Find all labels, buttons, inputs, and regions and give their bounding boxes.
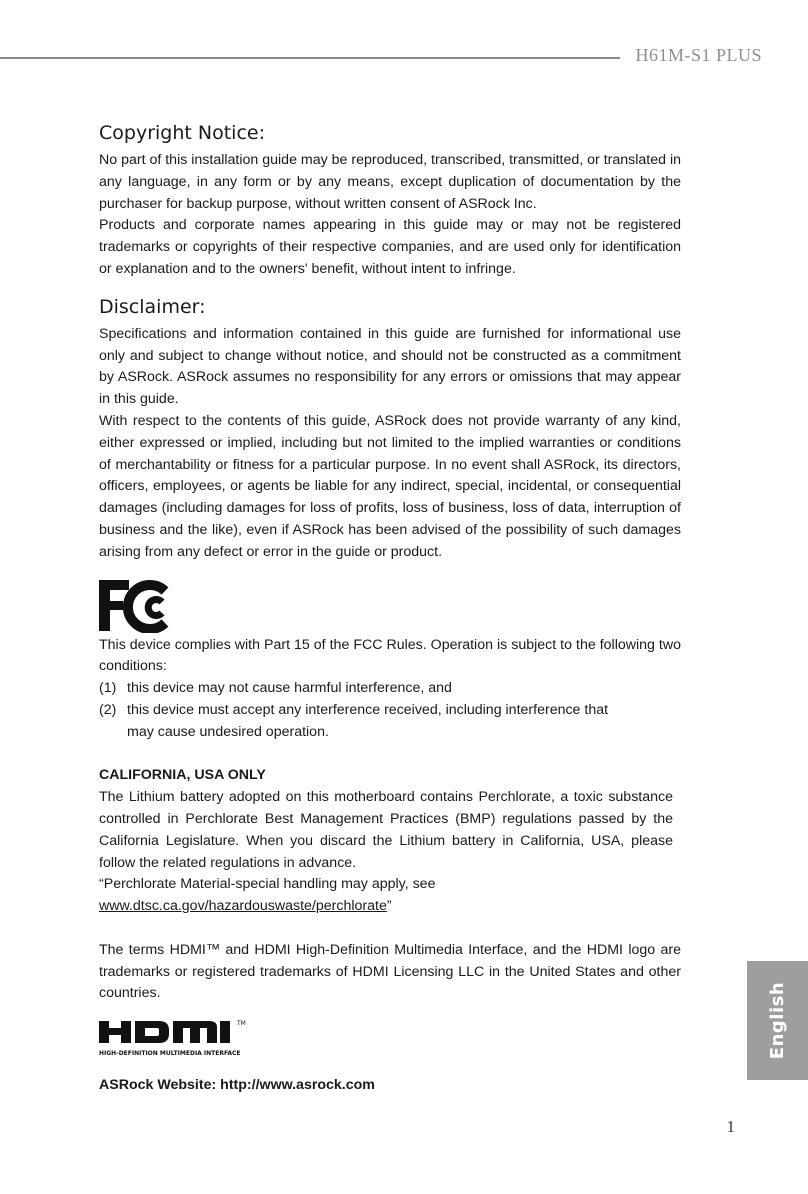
hdmi-trademark-text: The terms HDMI™ and HDMI High-Definition Multimedia Interface, and the HDMI logo are trademarks or registered trademarks of HDMI Licensing LLC in the United States and other countries. xyxy=(99,941,681,1002)
fcc-logo-graphic xyxy=(99,577,173,633)
language-label: English xyxy=(767,981,788,1060)
fcc-logo xyxy=(99,577,681,633)
condition-text: this device may not cause harmful interference, and xyxy=(127,680,452,697)
california-title: CALIFORNIA, USA ONLY xyxy=(99,767,266,784)
page-number: 1 xyxy=(726,1117,735,1136)
copyright-title: Copyright Notice: xyxy=(99,122,265,144)
fcc-statement: This device complies with Part 15 of the FCC Rules. Operation is subject to the following two conditions: xyxy=(99,636,681,675)
asrock-website: ASRock Website: http://www.asrock.com xyxy=(99,1077,375,1094)
hdmi-logo-graphic xyxy=(99,1015,259,1061)
california-text: The Lithium battery adopted on this motherboard contains Perchlorate, a toxic substance controlled in Perchlorate Best Management Practices (BMP) regulations passed by the California Legislature. When you discard the Lithium battery in California, USA, please follow the related regulations in advance. xyxy=(99,789,673,871)
fcc-condition-1 xyxy=(99,678,681,700)
condition-number: (2) xyxy=(99,701,117,718)
perchlorate-link-line xyxy=(99,896,681,918)
condition-number: (1) xyxy=(99,680,117,697)
copyright-paragraph-2: Products and corporate names appearing in this guide may or may not be registered trademarks or copyrights of their respective companies, and are used only for identification or explanation and to the owners' benefit, without intent to infringe. xyxy=(99,217,681,277)
fcc-condition-2 xyxy=(99,700,681,744)
hdmi-tagline: HIGH-DEFINITION MULTIMEDIA INTERFACE xyxy=(99,1050,241,1058)
hdmi-tm: TM xyxy=(237,1020,246,1028)
disclaimer-paragraph-2: With respect to the contents of this guide, ASRock does not provide warranty of any kind, either expressed or implied, including but not limited to the implied warranties or conditions of merchantability or fitness for a particular purpose. In no event shall ASRock, its directors, officers, employees, or agents be liable for any indirect, special, incidental, or consequential damages (including damages for loss of profits, loss of business, loss of data, interruption of business and the like), even if ASRock has been advised of the possibility of such damages arising from any defect or error in the guide or product. xyxy=(99,412,681,560)
language-side-tab xyxy=(747,961,808,1080)
header-model-name: H61M-S1 PLUS xyxy=(635,45,762,65)
perchlorate-quote: “Perchlorate Material-special handling may apply, see xyxy=(99,876,436,893)
page-content xyxy=(99,122,681,1093)
header-rule xyxy=(0,57,620,59)
hdmi-logo xyxy=(99,1015,681,1061)
quote-end: ” xyxy=(386,898,392,915)
condition-text: this device must accept any interference received, including interference that may cause undesired operation. xyxy=(127,701,609,740)
perchlorate-link[interactable]: www.dtsc.ca.gov/hazardouswaste/perchlorate xyxy=(99,898,387,915)
disclaimer-title: Disclaimer: xyxy=(99,295,206,318)
copyright-paragraph-1: No part of this installation guide may be reproduced, transcribed, transmitted, or translated in any language, in any form or by any means, except duplication of documentation by the purchaser for backup purpose, without written consent of ASRock Inc. xyxy=(99,152,681,212)
disclaimer-paragraph-1: Specifications and information contained in this guide are furnished for informational use only and subject to change without notice, and should not be constructed as a commitment by ASRock. ASRock assumes no responsibility for any errors or omissions that may appear in this guide. xyxy=(99,325,681,408)
